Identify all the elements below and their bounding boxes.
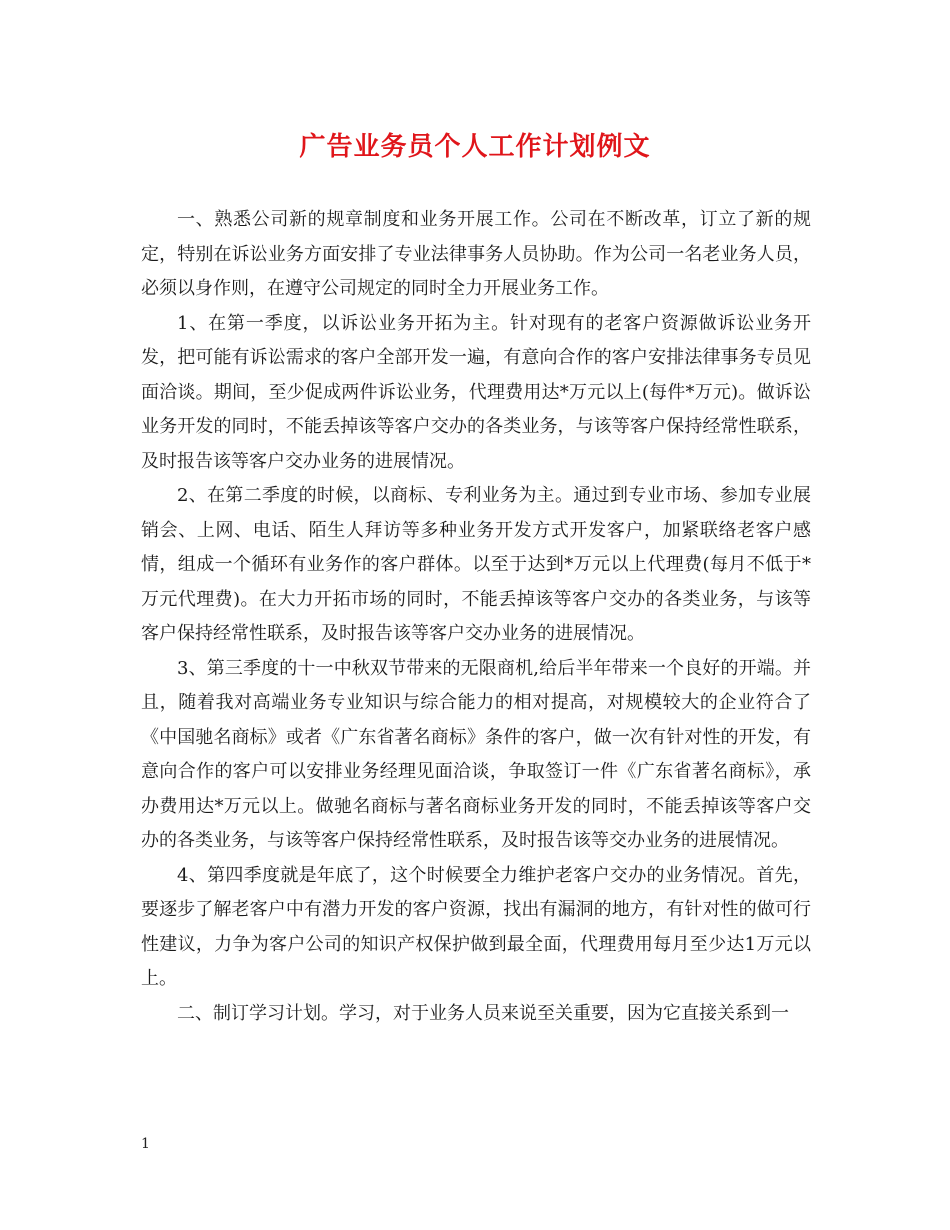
- paragraph: 二、制订学习计划。学习，对于业务人员来说至关重要，因为它直接关系到一: [177, 1002, 789, 1024]
- document-body: [141, 203, 811, 1031]
- document-title: 广告业务员个人工作计划例文: [299, 132, 651, 162]
- paragraph: 一、熟悉公司新的规章制度和业务开展工作。公司在不断改革，订立了新的规定，特别在诉讼业务方面安排了专业法律事务人员协助。作为公司一名老业务人员，必须以身作则，在遵守公司规定的同时全力开展业务工作。: [141, 209, 811, 299]
- paragraph: 1、在第一季度，以诉讼业务开拓为主。针对现有的老客户资源做诉讼业务开发，把可能有诉讼需求的客户全部开发一遍，有意向合作的客户安排法律事务专员见面洽谈。期间，至少促成两件诉讼业务，代理费用达*万元以上(每件*万元)。做诉讼业务开发的同时，不能丢掉该等客户交办的各类业务，与该等客户保持经常性联系，及时报告该等客户交办业务的进展情况。: [141, 312, 811, 472]
- paragraph: 2、在第二季度的时候，以商标、专利业务为主。通过到专业市场、参加专业展销会、上网、电话、陌生人拜访等多种业务开发方式开发客户，加紧联络老客户感情，组成一个循环有业务作的客户群体。以至于达到*万元以上代理费(每月不低于*万元代理费)。在大力开拓市场的同时，不能丢掉该等客户交办的各类业务，与该等客户保持经常性联系，及时报告该等客户交办业务的进展情况。: [141, 485, 811, 644]
- page-number: 1: [141, 1136, 150, 1152]
- paragraph: 4、第四季度就是年底了，这个时候要全力维护老客户交办的业务情况。首先，要逐步了解老客户中有潜力开发的客户资源，找出有漏洞的地方，有针对性的做可行性建议，力争为客户公司的知识产权保护做到最全面，代理费用每月至少达1万元以上。: [141, 864, 811, 989]
- paragraph: 3、第三季度的十一中秋双节带来的无限商机,给后半年带来一个良好的开端。并且，随着我对高端业务专业知识与综合能力的相对提高，对规模较大的企业符合了《中国驰名商标》或者《广东省著名商标》条件的客户，做一次有针对性的开发，有意向合作的客户可以安排业务经理见面洽谈，争取签订一件《广东省著名商标》，承办费用达*万元以上。做驰名商标与著名商标业务开发的同时，不能丢掉该等客户交办的各类业务，与该等客户保持经常性联系，及时报告该等交办业务的进展情况。: [141, 657, 811, 851]
